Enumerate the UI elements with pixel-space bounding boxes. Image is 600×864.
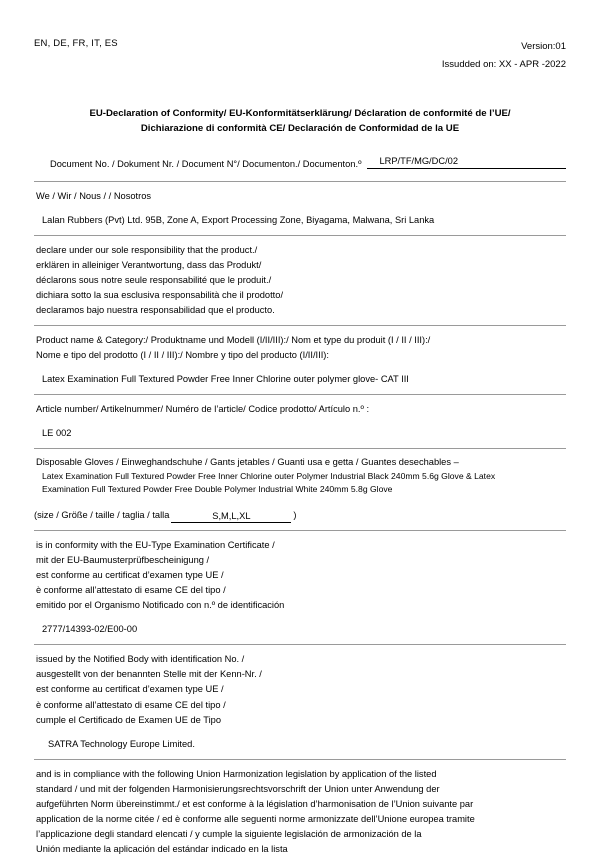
- harmonization-line-6: Unión mediante la aplicación del estándar indicado en la lista: [36, 843, 288, 854]
- notified-body-line-4: è conforme all’attestato di esame CE del tipo /: [36, 699, 226, 710]
- declarant-value: Lalan Rubbers (Pvt) Ltd. 95B, Zone A, Export Processing Zone, Biyagama, Malwana, Sri Lanka: [42, 214, 435, 225]
- description-line-2: Latex Examination Full Textured Powder Free Inner Chlorine outer Polymer Industrial Black 240mm 5.6g Glove & Latex: [42, 471, 496, 482]
- document-number-row: [34, 155, 566, 169]
- notified-body-line-2: ausgestellt von der benannten Stelle mit der Kenn-Nr. /: [36, 669, 262, 680]
- page-title: [34, 106, 566, 137]
- responsibility-line-3: déclarons sous notre seule responsabilité que le produit./: [36, 274, 272, 285]
- responsibility-line-2: erklären in alleiniger Verantwortung, dass das Produkt/: [36, 259, 262, 270]
- conformity-line-1: is in conformity with the EU-Type Examination Certificate /: [36, 540, 275, 551]
- article-number-value: LE 002: [42, 428, 72, 439]
- conformity-line-2: mit der EU-Baumusterprüfbescheinigung /: [36, 555, 210, 566]
- product-name-value: Latex Examination Full Textured Powder Free Inner Chlorine outer polymer glove- CAT III: [42, 374, 409, 385]
- conformity-line-5: emitido por el Organismo Notificado con n.º de identificación: [36, 600, 285, 611]
- description-line-3: Examination Full Textured Powder Free Double Polymer Industrial White 240mm 5.8g Glove: [42, 484, 393, 495]
- harmonization-line-1: and is in compliance with the following Union Harmonization legislation by application of the listed: [36, 768, 437, 779]
- size-row: [34, 508, 566, 523]
- responsibility-section: [34, 236, 566, 325]
- product-name-label-2: Nome e tipo del prodotto (I / II / III):/ Nombre y tipo del producto (I/II/III):: [36, 350, 329, 361]
- title-line-2: Dichiarazione di conformità CE/ Declaración de Conformidad de la UE: [140, 123, 460, 135]
- certificate-number-value: 2777/14393-02/E00-00: [42, 624, 138, 635]
- conformity-line-3: est conforme au certificat d’examen type UE /: [36, 570, 224, 581]
- product-name-label-1: Product name & Category:/ Produktname und Modell (I/II/III):/ Nom et type du produit (I / II / III):/: [36, 335, 431, 346]
- description-line-1: Disposable Gloves / Einweghandschuhe / Gants jetables / Guanti usa e getta / Guantes desechables –: [36, 457, 459, 468]
- article-number-section: [34, 395, 566, 448]
- version-text: Version:01: [521, 41, 566, 52]
- document-number-value: LRP/TF/MG/DC/02: [367, 155, 566, 169]
- harmonization-section: [34, 760, 566, 864]
- responsibility-line-5: declaramos bajo nuestra responsabilidad que el producto.: [36, 305, 275, 316]
- language-list: EN, DE, FR, IT, ES: [34, 38, 118, 49]
- harmonization-line-3: aufgeführten Norm übereinstimmt./ et est conforme à la législation d’harmonisation de l’Union suivante par: [36, 798, 474, 809]
- harmonization-line-5: l’applicazione degli standard elencati / y cumple la siguiente legislación de armonización de la: [36, 828, 422, 839]
- document-header: [34, 38, 566, 74]
- product-name-section: [34, 326, 566, 394]
- product-description-section: [34, 449, 566, 530]
- declarant-section: [34, 182, 566, 235]
- size-close-paren: ): [293, 510, 297, 521]
- responsibility-line-4: dichiara sotto la sua esclusiva responsabilità che il prodotto/: [36, 290, 284, 301]
- title-line-1: EU-Declaration of Conformity/ EU-Konformitätserklärung/ Déclaration de conformité de l’UE/: [89, 108, 511, 120]
- notified-body-line-1: issued by the Notified Body with identification No. /: [36, 654, 245, 665]
- notified-body-line-5: cumple el Certificado de Examen UE de Tipo: [36, 714, 221, 725]
- size-label: (size / Größe / taille / taglia / talla: [34, 510, 170, 521]
- notified-body-name: SATRA Technology Europe Limited.: [48, 738, 195, 749]
- notified-body-line-3: est conforme au certificat d’examen type UE /: [36, 684, 224, 695]
- version-block: [442, 38, 566, 74]
- responsibility-line-1: declare under our sole responsibility that the product./: [36, 244, 258, 255]
- harmonization-line-2: standard / und mit der folgenden Harmonisierungsrechtsvorschrift der Union unter Anwendung der: [36, 783, 440, 794]
- issued-date-text: Issudded on: XX - APR -2022: [441, 59, 566, 71]
- harmonization-line-4: application de la norme citée / ed è conforme alle seguenti norme armonizzate dell’Unione europea tramite: [36, 813, 475, 824]
- declarant-label: We / Wir / Nous / / Nosotros: [36, 190, 152, 201]
- article-number-label: Article number/ Artikelnummer/ Numéro de l’article/ Codice prodotto/ Artículo n.º :: [36, 404, 370, 415]
- document-number-label: Document No. / Dokument Nr. / Document N°/ Documenton./ Documenton.º: [50, 158, 362, 169]
- size-value: S,M,L,XL: [171, 511, 291, 524]
- notified-body-section: [34, 645, 566, 758]
- conformity-section: [34, 531, 566, 644]
- conformity-line-4: è conforme all’attestato di esame CE del tipo /: [36, 585, 226, 596]
